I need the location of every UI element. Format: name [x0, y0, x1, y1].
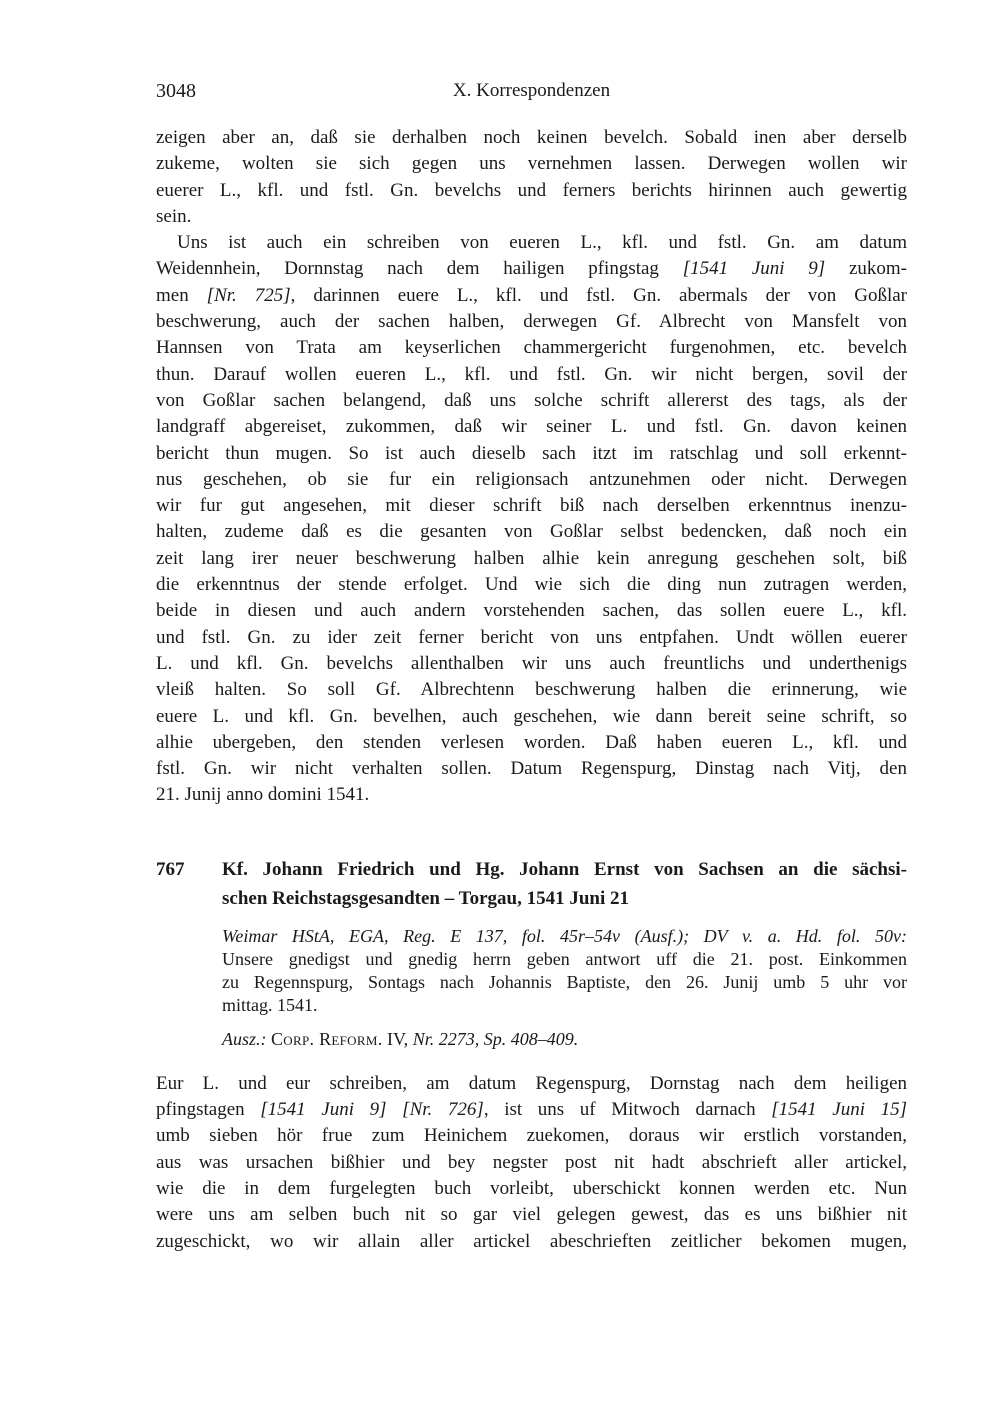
text-segment: Hannsen von Trata am keyserlichen chammergericht furgenohmen, etc. bevelch [156, 337, 907, 359]
entry-number: 767 [156, 858, 185, 880]
italic-text: Ausz.: [222, 1028, 271, 1049]
text-line [156, 1150, 907, 1176]
text-line [222, 925, 907, 948]
running-head: X. Korrespondenzen [452, 80, 611, 101]
text-segment: beschwerung, auch der sachen halben, derwegen Gf. Albrecht von Mansfelt von [156, 311, 907, 333]
text-segment: thun. Darauf wollen eueren L., kfl. und fstl. Gn. wir nicht bergen, sovil der [156, 363, 907, 385]
text-segment: 21. Junij anno domini 1541. [156, 784, 370, 806]
text-line [222, 884, 907, 913]
text-line [156, 598, 907, 624]
text-segment: von Goßlar sachen belangend, daß uns solche schrift allererst des tags, als der [156, 389, 907, 411]
paragraph-letter-766-continuation [156, 125, 907, 230]
text-segment: sein. [156, 205, 192, 227]
text-line [156, 1097, 907, 1123]
text-segment: zu Regennspurg, Sontags nach Johannis Baptiste, den 26. Junij umb 5 uhr vor [222, 971, 907, 992]
text-segment: umb sieben hör frue zum Heinichem zuekomen, doraus wir erstlich vorstanden, [156, 1125, 907, 1147]
entry-heading [156, 855, 907, 913]
text-segment: were uns am selben buch nit so gar viel gelegen gewest, das es uns bißhier nit [156, 1204, 907, 1226]
text-segment: landgraff abgereiset, zukommen, daß wir seiner L. und fstl. Gn. davon keinen [156, 416, 907, 438]
text-line [156, 546, 907, 572]
text-segment: alhie ubergeben, den stenden verlesen worden. Daß haben eueren L., kfl. und [156, 731, 907, 753]
text-segment: mittag. 1541. [222, 994, 318, 1015]
text-segment: bericht thun mugen. So ist auch dieselb sach itzt im ratschlag und soll erkennt- [156, 442, 907, 464]
text-line [156, 677, 907, 703]
text-line [222, 1028, 907, 1051]
text-segment: , darinnen euere L., kfl. und fstl. Gn. abermals der von Goßlar [290, 284, 907, 306]
smallcaps-text: Corp. Reform. [271, 1028, 383, 1049]
text-segment: wie die in dem furgelegten buch vorleibt, uberschickt konnen werden etc. Nun [156, 1177, 907, 1199]
text-line [156, 441, 907, 467]
text-line [156, 178, 907, 204]
text-line [156, 493, 907, 519]
text-segment: Kf. Johann Friedrich und Hg. Johann Ernst von Sachsen an die sächsi- [222, 858, 907, 880]
text-segment: euere L. und kfl. Gn. bevelhen, auch geschehen, wie dann bereit seine schrift, so [156, 705, 907, 727]
text-line [156, 1123, 907, 1149]
text-segment: aus was ursachen bißhier und bey negster post nit hadt abschrieft aller artickel, [156, 1151, 907, 1173]
text-line [156, 283, 907, 309]
text-segment: wir fur gut angesehen, mit dieser schrift biß nach derselben erkenntnus inenzu- [156, 495, 907, 517]
source-note [156, 925, 907, 1017]
text-line [222, 994, 907, 1017]
text-line [222, 855, 907, 884]
text-line [156, 730, 907, 756]
text-segment: men [156, 284, 207, 306]
text-segment: IV, [382, 1028, 413, 1049]
text-line [156, 414, 907, 440]
text-segment: die erkenntnus der stende erfolget. Und wie sich die ding nun zutragen werden, [156, 574, 907, 596]
text-line [156, 388, 907, 414]
text-line [156, 335, 907, 361]
text-block [156, 125, 907, 1255]
text-line [156, 151, 907, 177]
text-segment: , ist uns uf Mitwoch darnach [483, 1099, 772, 1121]
text-segment: zeit lang irer neuer beschwerung halben alhie kein anregung geschehen solt, biß [156, 547, 907, 569]
text-line [156, 519, 907, 545]
text-line [156, 467, 907, 493]
italic-text: [1541 Juni 15] [771, 1099, 908, 1121]
italic-text: [1541 Juni 9] [682, 258, 826, 280]
text-line [156, 625, 907, 651]
text-segment: nus geschehen, ob sie fur ein religionsach antzunehmen oder nicht. Derwegen [156, 468, 907, 490]
text-segment: L. und kfl. Gn. bevelchs allenthalben wir uns auch freuntlichs und underthenigs [156, 652, 907, 674]
text-segment: zeigen aber an, daß sie derhalben noch keinen bevelch. Sobald inen aber derselb [156, 127, 907, 148]
text-line [156, 651, 907, 677]
entry-title [222, 855, 907, 913]
italic-text: [Nr. 725] [206, 284, 291, 306]
page-number: 3048 [156, 80, 196, 102]
text-line [156, 704, 907, 730]
paragraph-letter-766-report [156, 230, 907, 809]
letter-767-body [156, 1071, 907, 1255]
text-segment: zukom- [825, 258, 907, 280]
italic-text: Nr. 2273, Sp. 408–409. [412, 1028, 579, 1049]
text-segment: schen Reichstagsgesandten – Torgau, 1541 Juni 21 [222, 887, 629, 909]
text-line [156, 1202, 907, 1228]
text-line [156, 309, 907, 335]
text-line [156, 756, 907, 782]
text-segment: Eur L. und eur schreiben, am datum Regenspurg, Dornstag nach dem heiligen [156, 1072, 907, 1094]
text-line [156, 1071, 907, 1097]
text-line [156, 204, 907, 230]
text-segment: und fstl. Gn. zu ider zeit ferner bericht von uns entpfahen. Undt wöllen euerer [156, 626, 907, 648]
text-line [222, 971, 907, 994]
text-segment: Weidennhein, Dornnstag nach dem hailigen pfingstag [156, 258, 683, 280]
text-line [156, 256, 907, 282]
text-line [156, 125, 907, 151]
text-segment: zukeme, wolten sie sich gegen uns vernehmen lassen. Derwegen wollen wir [156, 153, 907, 175]
text-segment: Uns ist auch ein schreiben von eueren L., kfl. und fstl. Gn. am datum [177, 232, 907, 254]
text-segment: zugeschickt, wo wir allain aller artickel abeschrieften zeitlicher bekomen mugen, [156, 1230, 907, 1252]
text-segment: halten, zudeme daß es die gesanten von Goßlar selbst bedencken, daß noch ein [156, 521, 907, 543]
excerpt-note [156, 1028, 907, 1051]
text-line [156, 362, 907, 388]
text-line [156, 1229, 907, 1255]
text-segment: Unsere gnedigst und gnedig herrn geben antwort uff die 21. post. Einkommen [222, 948, 907, 969]
text-segment: euerer L., kfl. und fstl. Gn. bevelchs und ferners berichts hirinnen auch gewertig [156, 179, 907, 201]
text-line [156, 782, 907, 808]
text-line [156, 572, 907, 598]
text-segment: beide in diesen und auch andern vorstehenden sachen, das sollen euere L., kfl. [156, 600, 907, 622]
text-line [222, 948, 907, 971]
italic-text: Weimar HStA, EGA, Reg. E 137, fol. 45r–54v (Ausf.); DV v. a. Hd. fol. 50v: [222, 925, 907, 946]
text-segment: fstl. Gn. wir nicht verhalten sollen. Datum Regenspurg, Dinstag nach Vitj, den [156, 758, 907, 780]
italic-text: [1541 Juni 9] [Nr. 726] [260, 1099, 484, 1121]
page-header [156, 80, 907, 102]
text-line [156, 230, 907, 256]
text-line [156, 1176, 907, 1202]
text-segment: pfingstagen [156, 1099, 261, 1121]
text-segment: vleiß halten. So soll Gf. Albrechtenn beschwerung halben die erinnerung, wie [156, 679, 907, 701]
